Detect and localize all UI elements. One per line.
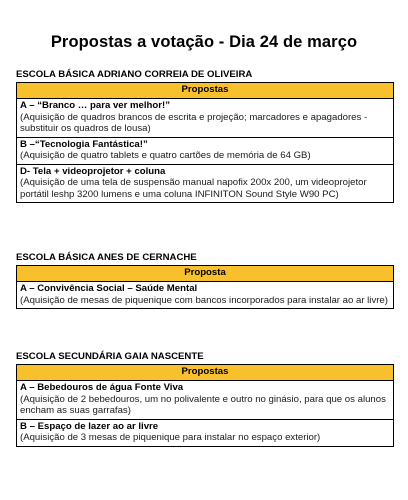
proposal-row bbox=[17, 137, 394, 164]
proposal-row bbox=[17, 282, 394, 309]
proposals-table bbox=[16, 265, 394, 309]
school-section-adriano bbox=[16, 68, 394, 203]
proposal-description: (Aquisição de 2 bebedouros, um no polivalente e outro no ginásio, para que os alunos encham as suas garrafas) bbox=[20, 393, 386, 416]
proposals-table bbox=[16, 364, 394, 447]
proposal-title: A – Bebedouros de água Fonte Viva bbox=[20, 382, 184, 393]
school-name: ESCOLA SECUNDÁRIA GAIA NASCENTE bbox=[16, 351, 204, 362]
proposal-row bbox=[17, 419, 394, 446]
proposal-title: B –“Tecnologia Fantástica!” bbox=[20, 138, 148, 150]
proposal-title: B – Espaço de lazer ao ar livre bbox=[20, 420, 159, 432]
proposal-description: (Aquisição de 3 mesas de piquenique para instalar no espaço exterior) bbox=[20, 432, 321, 443]
proposal-description: (Aquisição de quadros brancos de escrita e projeção; marcadores e apagadores - substituir os quadros de lousa) bbox=[20, 111, 368, 134]
table-header: Propostas bbox=[17, 83, 394, 99]
proposal-row bbox=[17, 381, 394, 420]
proposal-row bbox=[17, 99, 394, 138]
table-header: Proposta bbox=[17, 266, 394, 282]
table-header: Propostas bbox=[17, 365, 394, 381]
proposal-title: A – Convivência Social – Saúde Mental bbox=[20, 283, 198, 294]
proposal-description: (Aquisição de uma tela de suspensão manual napofix 200x 200, um videoprojetor portátil leshp 3200 lumens e uma coluna INFINITON Sound Style W90 PC) bbox=[20, 177, 367, 200]
proposals-table bbox=[16, 82, 394, 203]
proposal-description: (Aquisição de mesas de piquenique com bancos incorporados para instalar ao ar livre) bbox=[20, 294, 388, 306]
proposal-description: (Aquisição de quatro tablets e quatro cartões de memória de 64 GB) bbox=[20, 150, 311, 161]
proposal-row bbox=[17, 164, 394, 203]
school-name: ESCOLA BÁSICA ANES DE CERNACHE bbox=[16, 252, 197, 263]
proposal-title: D- Tela + videoprojetor + coluna bbox=[20, 165, 166, 177]
school-name: ESCOLA BÁSICA ADRIANO CORREIA DE OLIVEIRA bbox=[16, 69, 253, 80]
proposal-title: A – “Branco … para ver melhor!” bbox=[20, 100, 170, 111]
school-section-anes bbox=[16, 251, 394, 309]
page-title: Propostas a votação - Dia 24 de março bbox=[50, 33, 358, 51]
school-section-gaia bbox=[16, 350, 394, 447]
